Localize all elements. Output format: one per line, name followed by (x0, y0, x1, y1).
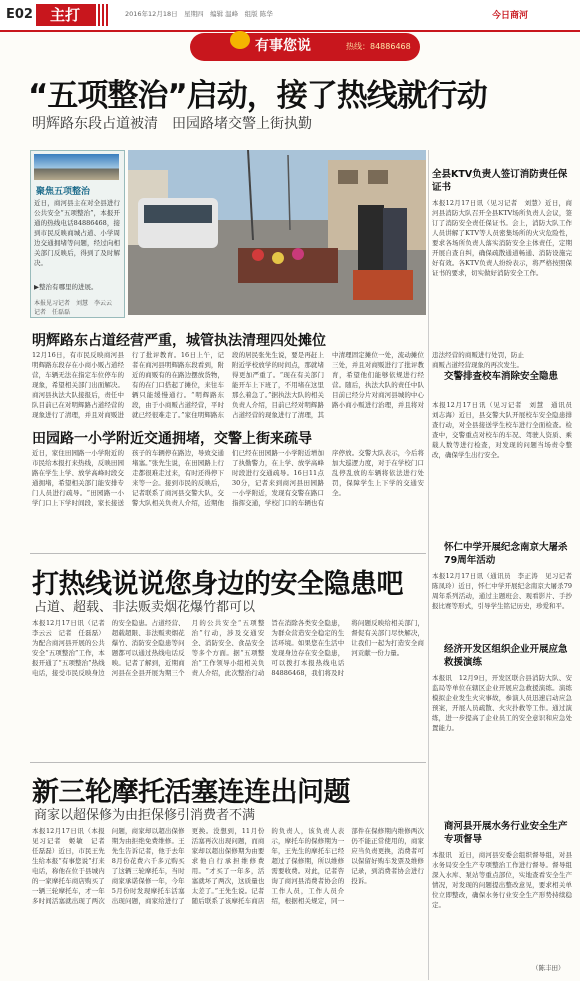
issue-meta: 2016年12月18日 星期四 编辑 温峰 组版 陈华 (125, 10, 273, 18)
lead-subheadline: 明辉路东段占道被清 田园路堵交警上街执勤 (32, 116, 312, 132)
story2-headline: 田园路一小学附近交通拥堵，交警上街来疏导 (32, 431, 312, 447)
right-story5-headline: 商河县开展水务行业安全生产专项督导 (444, 821, 568, 845)
hotline-number: 热线：84886468 (346, 42, 411, 51)
tricycle-headline: 新三轮摩托活塞连连出问题 (32, 777, 350, 808)
section-label: 主打 (36, 4, 94, 26)
right-story5-body: 本报讯 近日，商河县安委会组织督导组，对县水务局安全生产专项整治工作进行督导。督导组深入水库、泵站等重点部位，实地查看安全生产情况，对发现的问题提出整改意见，要求相关单位立即整改，确保水务行业安全生产形势持续稳定。 (432, 851, 572, 909)
divider (30, 553, 426, 554)
right-story2-headline: 交警排查校车消除安全隐患 (444, 371, 559, 382)
right-story1-body: 本报12月17日讯（见习记者 刘慧）近日，商河县消防大队召开全县KTV场所负责人会议，签订了消防安全责任保证书。会上，消防大队工作人员讲解了KTV等人员密集场所的火灾危险性，要求各场所负责人落实消防安全主体责任，定期开展自查自纠，确保疏散通道畅通、消防设施完好有效。各KTV负责人纷纷表示，将严格按照保证书的要求，切实做好消防安全工作。 (432, 199, 572, 277)
hotline-headline: 打热线说说您身边的安全隐患吧 (32, 569, 403, 600)
right-story4-body: 本报讯 12月9日，开发区联合县消防大队、安监局等单位在辖区企业开展应急救援演练。演练模拟企业发生火灾事故，参演人员迅速启动应急预案，开展人员疏散、火灾扑救等工作。通过演练，进一步提高了企业员工的安全意识和应急处置能力。 (432, 674, 572, 732)
section-decoration (94, 4, 108, 26)
sidebar-link: ▶整治有哪里的进展。 (34, 283, 98, 291)
column-divider (428, 150, 429, 980)
tricycle-subheadline: 商家以超保修为由拒保修引消费者不满 (34, 808, 256, 823)
hotline-subheadline: 占道、超载、非法贩卖烟花爆竹都可以 (34, 600, 256, 615)
story1-body: 12月16日，有市民反映商河县明辉路东段存在小商小贩占道经营，车辆无法在指定车位停车的现象，希望相关部门出面解决。商河县执法大队接报后，责任中队目前已在对明辉路占道经营的现象进行了清理，并且对商贩进行了批评教育。16日上午，记者在商河县明辉路东段看到，附近的商贩有的在路边摆放货物，有的在门口搭起了摊位，来往车辆只能缓慢通行。“明辉路东段，由于小商贩占道经营，平时就已经很难走了。”家住明辉路东段的居民张先生说，要是再赶上附近学校放学的时间点，那就堵得更加严重了。“现在有关部门能开车上下班了，不用堵在这里那么着急了。”据执法大队的相关负责人介绍，目前已经对明辉路占道经营的现象进行了清理，其中清理固定摊位一处，流动摊位三处，并且对商贩进行了批评教育，希望他们能够依规进行经营。随后，执法大队的责任中队目前已经分片对商河县城的中心路小商小贩进行治理，并且将对违法经营的商贩进行处罚，防止商贩占道经营现象的再次发生。 (32, 351, 524, 419)
sidebar-photo (34, 154, 119, 180)
story2-body: 近日，家住田园路一小学附近的市民给本报打来热线，反映田园路在学生上学、放学高峰时段交通拥堵，希望相关部门能安排专门人员进行疏导。“田园路一小学门口上下学时间段，家长接送孩子的车辆停在路边，导致交通堵塞。”张先生说，在田园路上行走都很难走过来，有时还得停下来等一会。接到市民的反映后，记者联系了商河县交警大队，交警大队相关负责人介绍，近期他们已经在田园路一小学附近增加了执勤警力，在上学、放学高峰时段进行交通疏导。16日11点30分，记者来到商河县田园路一小学附近，发现有交警在路口指挥交通，学校门口的车辆也有序停放。交警大队表示，今后将加大巡逻力度，对于在学校门口乱停乱放的车辆将依法进行处罚，保障学生上下学的交通安全。 (32, 449, 424, 507)
page-number: E02 (6, 7, 33, 22)
sidebar-title: 聚焦五项整治 (36, 187, 91, 197)
sidebar-credit: 本报见习记者 刘慧 李云云 记者 任磊磊 (34, 300, 119, 316)
story1-headline: 明辉路东占道经营严重，城管执法清理四处摊位 (32, 333, 326, 349)
sidebar-body: 近日，商河县主在对全县进行公共安全“五项整治”，本报开通的热线电话84886468，接到市民反映商城占道、小学周边交通拥堵等问题，经过向相关部门反映后，得到了及时解决。 (34, 199, 120, 267)
brand-logo: 今日商河 (492, 11, 529, 21)
right-story5-byline: （陈丰田） (532, 964, 565, 972)
divider (30, 762, 426, 763)
speech-bubble-icon (230, 31, 250, 49)
right-story3-body: 本报12月17日讯（通讯员 李正涛 见习记者 陈凤玲）近日，怀仁中学开展纪念南京大屠杀79周年系列活动，通过主题班会、观看影片、手抄报比赛等形式，引导学生铭记历史，珍爱和平。 (432, 572, 579, 610)
lead-headline: “五项整治”启动，接了热线就行动 (28, 78, 487, 114)
hotline-body: 本报12月17日讯（记者 李云云 记者 任磊磊）为配合商河县开展的公共安全“五项整治”工作，本报开通了“五项整治”热线电话，接受市民反映身边的安全隐患。占道经营、超载超限、非法贩卖烟花爆竹、消防安全隐患等问题都可以通过热线电话反映。记者了解到，近期商河县在全县开展为期三个月的公共安全“五项整治”行动，涉及交通安全、消防安全、食品安全等多个方面。据“五项整治”工作领导小组相关负责人介绍，此次整治行动旨在消除各类安全隐患，为群众营造安全稳定的生活环境。如果您在生活中发现身边存在安全隐患，可以拨打本报热线电话84886468，我们将及时将问题反映给相关部门，督促有关部门尽快解决，让我们一起为打造安全商河贡献一份力量。 (32, 619, 424, 677)
street-scene-photo (128, 150, 426, 315)
right-story1-headline: 全县KTV负责人签订消防责任保证书 (432, 169, 568, 193)
tricycle-body: 本报12月17日讯（本报见习记者 姬敏 记者 任磊磊）近日，市民王先生给本报“有事您说”打来电话，称他在位于县城内的一家摩托车商店购买了一辆三轮摩托车，才一年多时间活塞就出现了两次问题，商家却以超出保修期为由拒绝免费维修。王先生告诉记者，他于去年8月份花费六千多元购买了这辆三轮摩托车，当时商家承诺保修一年，今年5月份时发现摩托车活塞出现问题，商家给进行了更换。没想到，11月份活塞再次出现问题，而商家却以超出保修期为由要求他自行承担维修费用。“才买了一年多，活塞就坏了两次，这质量也太差了。”王先生说。记者随后联系了该摩托车商店的负责人，该负责人表示，摩托车的保修期为一年，王先生的摩托车已经超过了保修期，所以维修需要收费。对此，记者咨询了商河县消费者协会的工作人员，工作人员介绍，根据相关规定，同一部件在保修期内维修两次仍不能正常使用的，商家应当负责更换，消费者可以保留好购车发票及维修记录，到消费者协会进行投诉。 (32, 827, 424, 905)
right-story4-headline: 经济开发区组织企业开展应急救援演练 (444, 644, 568, 668)
right-story3-headline: 怀仁中学开展纪念南京大屠杀79周年活动 (444, 542, 568, 566)
column-title: 有事您说 (255, 38, 311, 54)
right-story2-body: 本报12月17日讯（见习记者 刘慧 通讯员 刘志海）近日，县交警大队开展校车安全隐患排查行动，对全县接送学生校车进行全面检查。检查中，交警重点对校车的车况、驾驶人资质、乘载人数等进行检查，对发现的问题当场责令整改，确保学生出行安全。 (432, 401, 579, 459)
